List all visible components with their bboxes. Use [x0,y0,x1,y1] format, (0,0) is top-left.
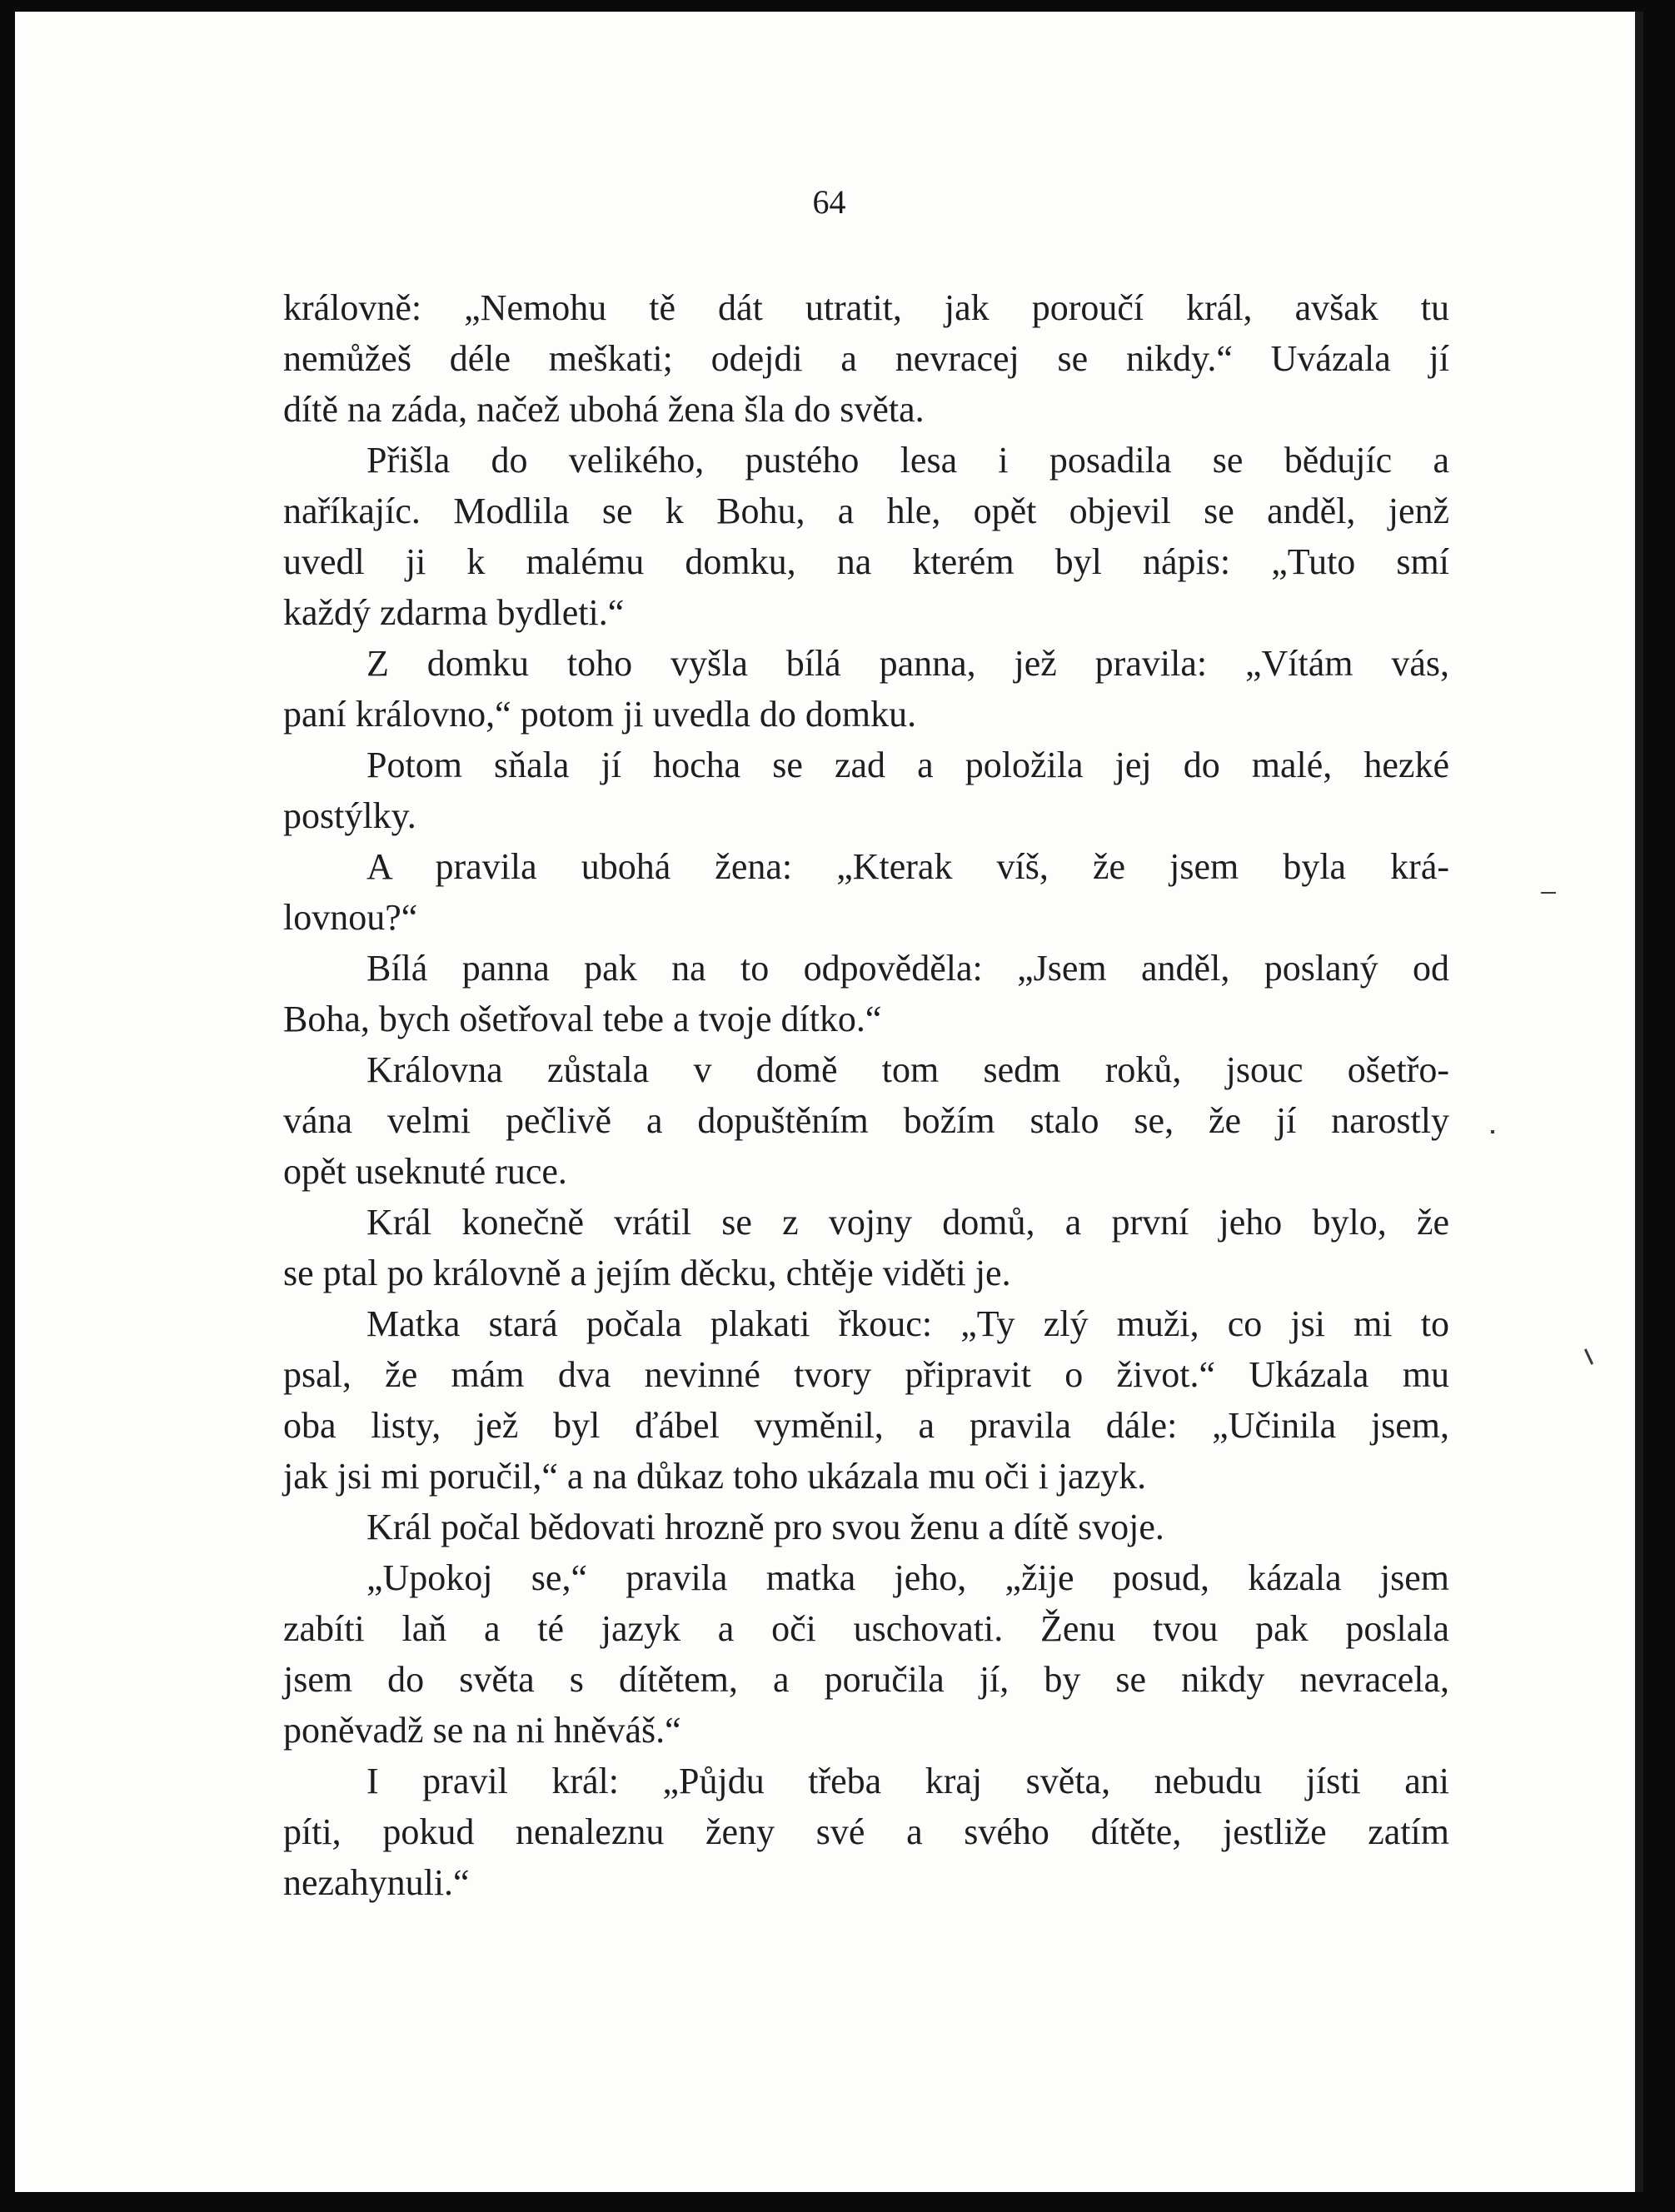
text-line: Boha, bych ošetřoval tebe a tvoje dítko.“ [283,999,882,1039]
margin-dot-mark [1491,1130,1494,1133]
text-line: píti, pokud nenaleznu ženy své a svého dítěte, jestliže zatím [283,1811,1449,1852]
page-edge-shadow [1635,12,1643,2192]
text-line: jak jsi mi poručil,“ a na důkaz toho ukázala mu oči i jazyk. [283,1456,1147,1497]
margin-dash-mark [1541,892,1556,894]
text-line: lovnou?“ [283,897,418,938]
text-line: Potom sňala jí hocha se zad a položila jej do malé, hezké [366,745,1449,785]
text-line: paní královno,“ potom ji uvedla do domku. [283,694,917,735]
text-line: postýlky. [283,795,416,836]
text-line: oba listy, jež byl ďábel vyměnil, a pravila dále: „Učinila jsem, [283,1405,1449,1446]
text-line: Z domku toho vyšla bílá panna, jež pravila: „Vítám vás, [366,643,1449,684]
text-line: se ptal po královně a jejím děcku, chtěje viděti je. [283,1253,1011,1293]
page-number: 64 [812,183,846,221]
text-line: A pravila ubohá žena: „Kterak víš, že jsem byla krá- [366,846,1449,887]
text-line: Přišla do velikého, pustého lesa i posadila se bědujíc a [366,440,1449,481]
text-line: vána velmi pečlivě a dopuštěním božím stalo se, že jí narostly [283,1100,1449,1141]
text-line: I pravil král: „Půjdu třeba kraj světa, nebudu jísti ani [366,1761,1449,1801]
text-line: naříkajíc. Modlila se k Bohu, a hle, opět objevil se anděl, jenž [283,491,1449,531]
text-line: jsem do světa s dítětem, a poručila jí, by se nikdy nevracela, [283,1659,1449,1700]
text-line: Matka stará počala plakati řkouc: „Ty zlý muži, co jsi mi to [366,1303,1449,1344]
body-text [283,282,1449,1908]
text-line: nezahynuli.“ [283,1862,470,1903]
text-line: psal, že mám dva nevinné tvory připravit o život.“ Ukázala mu [283,1354,1449,1395]
book-page [15,12,1643,2192]
text-line: opět useknuté ruce. [283,1151,567,1192]
text-line: „Upokoj se,“ pravila matka jeho, „žije posud, kázala jsem [366,1557,1449,1598]
text-line: poněvadž se na ni hněváš.“ [283,1710,681,1751]
text-line: zabíti laň a té jazyk a oči uschovati. Ženu tvou pak poslala [283,1608,1449,1649]
text-line: Král konečně vrátil se z vojny domů, a první jeho bylo, že [366,1202,1449,1243]
text-line: Královna zůstala v domě tom sedm roků, jsouc ošetřo- [366,1049,1449,1090]
text-line: každý zdarma bydleti.“ [283,592,625,633]
text-line: Král počal bědovati hrozně pro svou ženu a dítě svoje. [366,1507,1164,1547]
text-line: Bílá panna pak na to odpověděla: „Jsem anděl, poslaný od [366,948,1449,989]
text-line: nemůžeš déle meškati; odejdi a nevracej se nikdy.“ Uvázala jí [283,338,1449,379]
text-line: královně: „Nemohu tě dát utratit, jak poroučí král, avšak tu [283,287,1449,328]
text-line: uvedl ji k malému domku, na kterém byl nápis: „Tuto smí [283,541,1449,582]
margin-stroke-mark [1584,1348,1593,1364]
text-line: dítě na záda, načež ubohá žena šla do světa. [283,389,925,430]
